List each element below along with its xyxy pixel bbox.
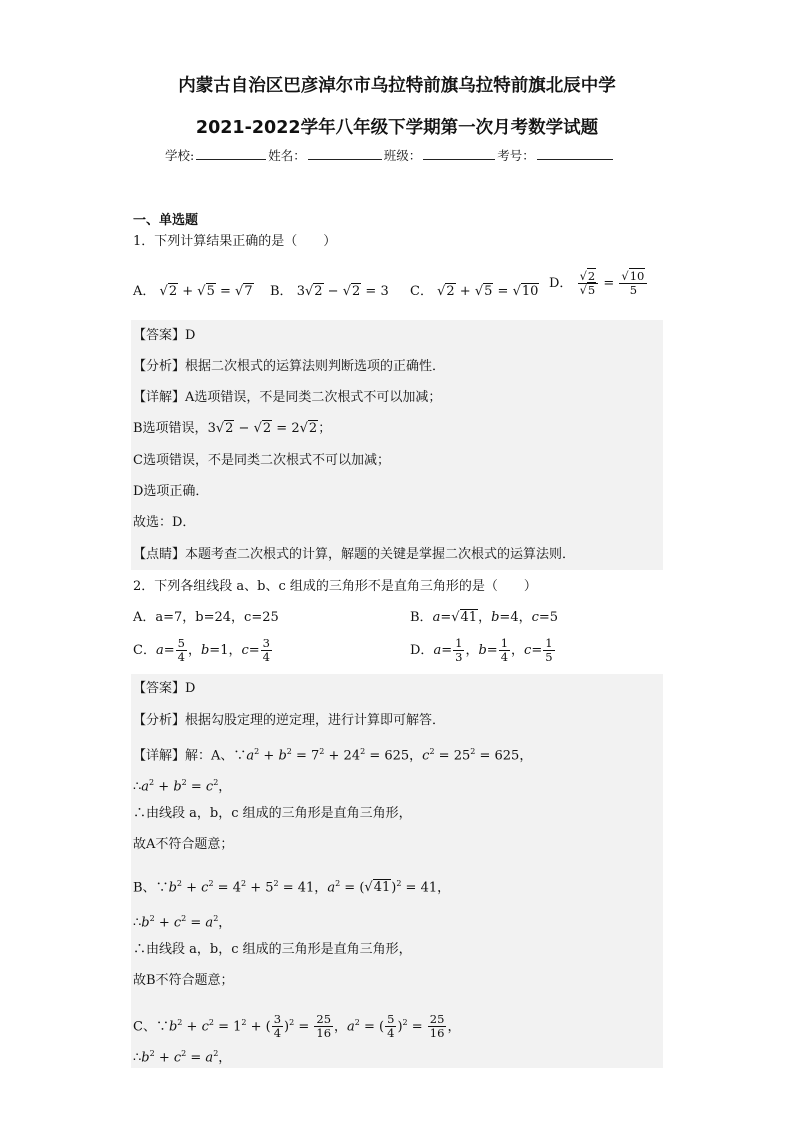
q1-choose: 故选：D． <box>133 515 196 530</box>
q1-detail-d: D选项正确． <box>133 484 209 499</box>
q2-stem: 2．下列各组线段 a、b、c 组成的三角形不是直角三角形的是（ ） <box>133 579 537 594</box>
q2-eq-a: $\therefore a^2 + b^2 = c^2$， <box>133 778 232 795</box>
q2-not-a: 故A不符合题意； <box>133 837 234 852</box>
class-blank <box>423 147 495 160</box>
q2-option-d: D．a= $\frac{1}{3}$ ，b= $\frac{1}{4}$ ，c= $\frac{1}{5}$ <box>410 636 553 664</box>
q2-eq-c: $\therefore b^2 + c^2 = a^2$， <box>133 1049 232 1066</box>
q2-detail-b: B、$\because b^2 + c^2 = 4^2 + 5^2 = 41$，$a^2 = (√41)^2 = 41$， <box>133 879 451 896</box>
q1-detail-c: C选项错误，不是同类二次根式不可以加减； <box>133 453 390 468</box>
q2-answer: 【答案】D <box>133 681 196 696</box>
q2-option-b: B．a=√41，b=4，c=5 <box>410 610 559 625</box>
school-label: 学校: <box>165 148 195 163</box>
q2-option-a: A．a=7，b=24，c=25 <box>133 610 279 625</box>
q1-comment: 【点睛】本题考查二次根式的计算，解题的关键是掌握二次根式的运算法则． <box>133 547 576 562</box>
q1-detail-b: B选项错误，3√2 − √2 = 2√2； <box>133 421 332 436</box>
exam-no-label: 考号： <box>497 148 535 163</box>
school-blank <box>196 147 266 160</box>
q2-detail-a: 【详解】解：A、$\because a^2 + b^2 = 7^2 + 24^2 = 625$，$c^2 = 25^2 = 625$， <box>133 747 533 764</box>
q2-option-c: C．a= $\frac{5}{4}$ ，b=1，c= $\frac{3}{4}$ <box>133 636 270 664</box>
name-blank <box>308 147 382 160</box>
q1-option-a: A． √2 + √5 = √7 <box>133 284 253 299</box>
q2-conclusion-b: ∴由线段 a，b，c 组成的三角形是直角三角形， <box>133 942 412 957</box>
q1-answer: 【答案】D <box>133 328 196 343</box>
q2-not-b: 故B不符合题意； <box>133 973 234 988</box>
exam-no-blank <box>537 147 613 160</box>
q2-conclusion-a: ∴由线段 a，b，c 组成的三角形是直角三角形， <box>133 806 412 821</box>
q1-stem: 1．下列计算结果正确的是（ ） <box>133 234 337 249</box>
q1-option-d: D． $\frac{√2}{√5}$ = $\frac{√10}{5}$ <box>549 270 648 297</box>
q1-option-b: B． 3√2 − √2 = 3 <box>270 284 389 299</box>
q1-option-c: C． √2 + √5 = √10 <box>410 284 539 299</box>
class-label: 班级： <box>383 148 422 163</box>
name-label: 姓名： <box>268 148 306 163</box>
q2-detail-c: C、$\because b^2 + c^2 = 1^2$ + ( $\frac{3}{4}$ )$^2$ = $\frac{25}{16}$ ，$a^2$ = ( $\frac{5}{4}$ )$^2$ = $\frac{25}{16}$ ， <box>133 1012 461 1041</box>
section-title: 一、单选题 <box>133 213 199 228</box>
q2-analysis: 【分析】根据勾股定理的逆定理，进行计算即可解答． <box>133 713 446 728</box>
q1-analysis: 【分析】根据二次根式的运算法则判断选项的正确性． <box>133 359 446 374</box>
student-info-line <box>165 146 615 164</box>
q2-eq-b: $\therefore b^2 + c^2 = a^2$， <box>133 914 232 931</box>
page-title: 内蒙古自治区巴彦淖尔市乌拉特前旗乌拉特前旗北辰中学 <box>178 76 616 96</box>
page-subtitle: 2021-2022学年八年级下学期第一次月考数学试题 <box>195 118 599 138</box>
q1-detail-a: 【详解】A选项错误，不是同类二次根式不可以加减； <box>133 390 442 405</box>
